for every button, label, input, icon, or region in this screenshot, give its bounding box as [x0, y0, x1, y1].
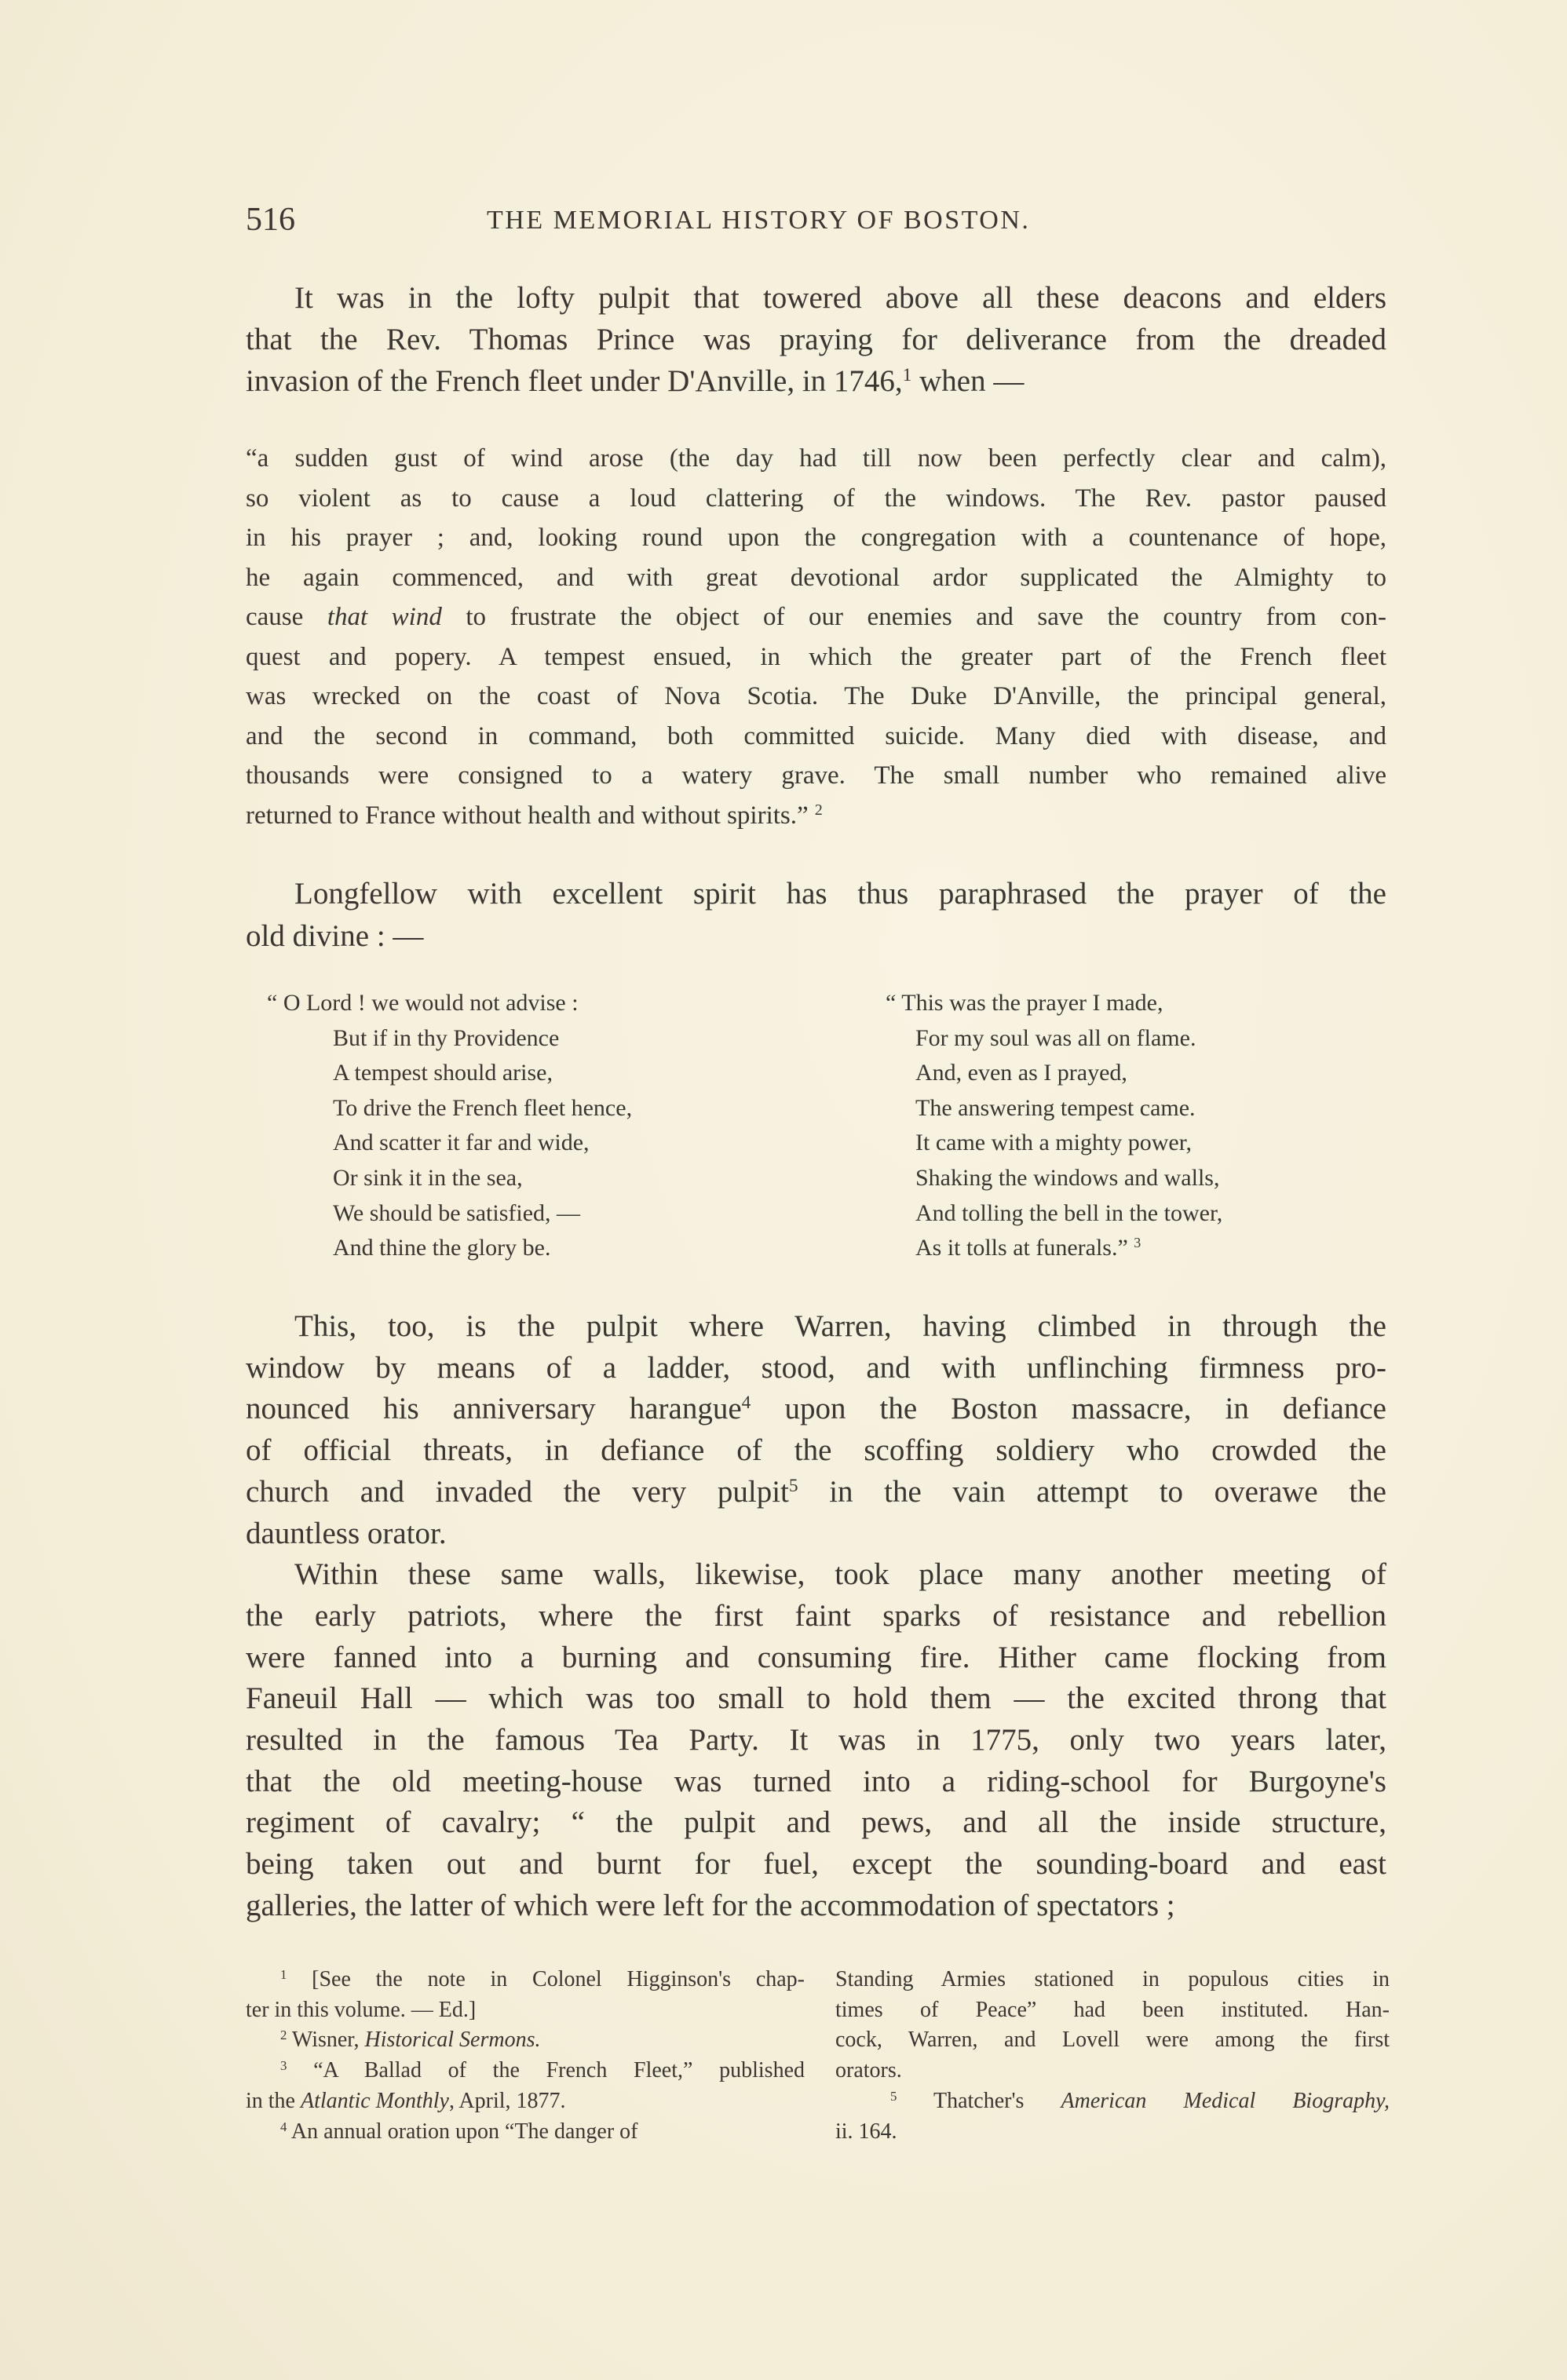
poem-line: But if in thy Providence — [333, 1024, 560, 1051]
text-line: was wrecked on the coast of Nova Scotia. The Duke D'Anville, the principal general, — [246, 682, 1386, 710]
poem-stanza-left — [267, 986, 632, 1266]
poem-line: “ This was the prayer I made, — [886, 990, 1163, 1016]
text-line: of official threats, in defiance of the scoffing soldiery who crowded the — [246, 1433, 1386, 1468]
italic-text: Atlantic Monthly — [301, 2088, 449, 2113]
italic-text: that wind — [327, 603, 442, 631]
text-line: window by means of a ladder, stood, and with unflinching firmness pro- — [246, 1350, 1386, 1385]
italic-text: American Medical Biography, — [1061, 2088, 1390, 2113]
footnote-line: cock, Warren, and Lovell were among the first — [835, 2028, 1390, 2053]
text-line: It was in the lofty pulpit that towered above all these deacons and elders — [294, 281, 1386, 315]
poem-line: “ O Lord ! we would not advise : — [267, 990, 579, 1016]
footnote-line: $^4$ An annual oration upon “The danger of — [280, 2119, 638, 2144]
running-title: THE MEMORIAL HISTORY OF BOSTON. — [487, 206, 1031, 235]
text-line: invasion of the French fleet under D'Anville, in 1746,$^1$ when — — [246, 364, 1025, 398]
text-line: quest and popery. A tempest ensued, in which the greater part of the French fleet — [246, 642, 1386, 671]
text-line: and the second in command, both committed suicide. Many died with disease, and — [246, 721, 1386, 750]
text-line: church and invaded the very pulpit$^5$ in the vain attempt to overawe the — [246, 1474, 1386, 1509]
text-line: Longfellow with excellent spirit has thus paraphrased the prayer of the — [294, 877, 1386, 911]
text-line: old divine : — — [246, 919, 424, 953]
footnote-marker: 4 — [280, 2119, 287, 2134]
text-line: “a sudden gust of wind arose (the day had till now been perfectly clear and calm), — [246, 444, 1386, 473]
text-line: nounced his anniversary harangue$^4$ upon the Boston massacre, in defiance — [246, 1392, 1386, 1426]
poem-line: For my soul was all on flame. — [915, 1024, 1196, 1051]
text-line: he again commenced, and with great devotional ardor supplicated the Almighty to — [246, 563, 1386, 592]
footnote-line: Standing Armies stationed in populous cities in — [835, 1967, 1390, 1991]
block-quote — [246, 439, 1386, 835]
text-line: thousands were consigned to a watery grave. The small number who remained alive — [246, 761, 1386, 790]
footnote-line: $^5$ Thatcher's American Medical Biography, — [890, 2088, 1390, 2113]
footnote-marker: 4 — [741, 1393, 751, 1414]
poem-stanza-right — [886, 986, 1222, 1266]
text-line: galleries, the latter of which were left for the accommodation of spectators ; — [246, 1888, 1175, 1922]
text-line: cause that wind to frustrate the object of our enemies and save the country from con- — [246, 603, 1386, 631]
footnote-line: ter in this volume. — Ed.] — [246, 1997, 477, 2022]
text-line: that the Rev. Thomas Prince was praying for deliverance from the dreaded — [246, 323, 1386, 356]
text-line: Faneuil Hall — which was too small to hold them — the excited throng that — [246, 1681, 1386, 1716]
poem-line: It came with a mighty power, — [915, 1130, 1193, 1156]
footnote-marker: 2 — [280, 2028, 287, 2043]
page-number: 516 — [246, 202, 295, 238]
poem-line: A tempest should arise, — [333, 1060, 553, 1086]
footnote-line: orators. — [835, 2058, 902, 2083]
poem-line: And thine the glory be. — [333, 1235, 551, 1261]
footnote-marker: 5 — [890, 2088, 897, 2104]
footnote-marker: 1 — [280, 1966, 287, 1982]
footnote-marker: 5 — [788, 1475, 798, 1496]
text-line: dauntless orator. — [246, 1516, 447, 1550]
text-line: This, too, is the pulpit where Warren, having climbed in through the — [294, 1309, 1386, 1343]
footnote-line: $^2$ Wisner, Historical Sermons. — [280, 2028, 541, 2053]
poem-line: We should be satisfied, — — [333, 1199, 581, 1226]
poem-line: And, even as I prayed, — [915, 1060, 1127, 1086]
footnote-line: in the Atlantic Monthly, April, 1877. — [246, 2088, 566, 2113]
poem-line: Or sink it in the sea, — [333, 1164, 523, 1191]
footnotes-left-column — [246, 1965, 805, 2147]
footnote-line: ii. 164. — [835, 2119, 897, 2144]
text-line: that the old meeting-house was turned into a riding-school for Burgoyne's — [246, 1764, 1386, 1798]
paragraph-1 — [246, 277, 1386, 402]
text-line: were fanned into a burning and consuming fire. Hither came flocking from — [246, 1640, 1386, 1674]
footnote-marker: 3 — [280, 2057, 287, 2073]
text-line: resulted in the famous Tea Party. It was in 1775, only two years later, — [246, 1723, 1386, 1758]
footnotes-right-column — [835, 1965, 1390, 2147]
paragraph-2 — [246, 873, 1386, 958]
footnote-line: times of Peace” had been instituted. Han- — [835, 1997, 1390, 2022]
text-line: returned to France without health and without spirits.” $^2$ — [246, 801, 823, 830]
poem-line: Shaking the windows and walls, — [915, 1164, 1220, 1191]
poem-line: And scatter it far and wide, — [333, 1130, 590, 1156]
poem-line: As it tolls at funerals.” $^3$ — [915, 1235, 1141, 1261]
text-line: Within these same walls, likewise, took place many another meeting of — [294, 1557, 1386, 1592]
footnote-marker: 2 — [814, 801, 823, 819]
footnote-marker: 1 — [902, 365, 912, 386]
footnote-line: $^1$ [See the note in Colonel Higginson's chap- — [280, 1966, 805, 1991]
paragraphs-3-4 — [246, 1306, 1386, 1927]
text-line: regiment of cavalry; “ the pulpit and pews, and all the inside structure, — [246, 1805, 1386, 1840]
italic-text: Historical Sermons. — [364, 2028, 541, 2053]
footnote-line: $^3$ “A Ballad of the French Fleet,” published — [280, 2057, 805, 2083]
text-line: so violent as to cause a loud clattering of the windows. The Rev. pastor paused — [246, 484, 1386, 513]
poem-line: To drive the French fleet hence, — [333, 1094, 633, 1121]
poem-line: And tolling the bell in the tower, — [915, 1199, 1223, 1226]
text-line: being taken out and burnt for fuel, except the sounding-board and east — [246, 1847, 1386, 1882]
footnote-marker: 3 — [1134, 1235, 1141, 1251]
text-line: in his prayer ; and, looking round upon the congregation with a countenance of hope, — [246, 524, 1386, 552]
poem-line: The answering tempest came. — [915, 1094, 1196, 1121]
text-line: the early patriots, where the first faint sparks of resistance and rebellion — [246, 1598, 1386, 1633]
